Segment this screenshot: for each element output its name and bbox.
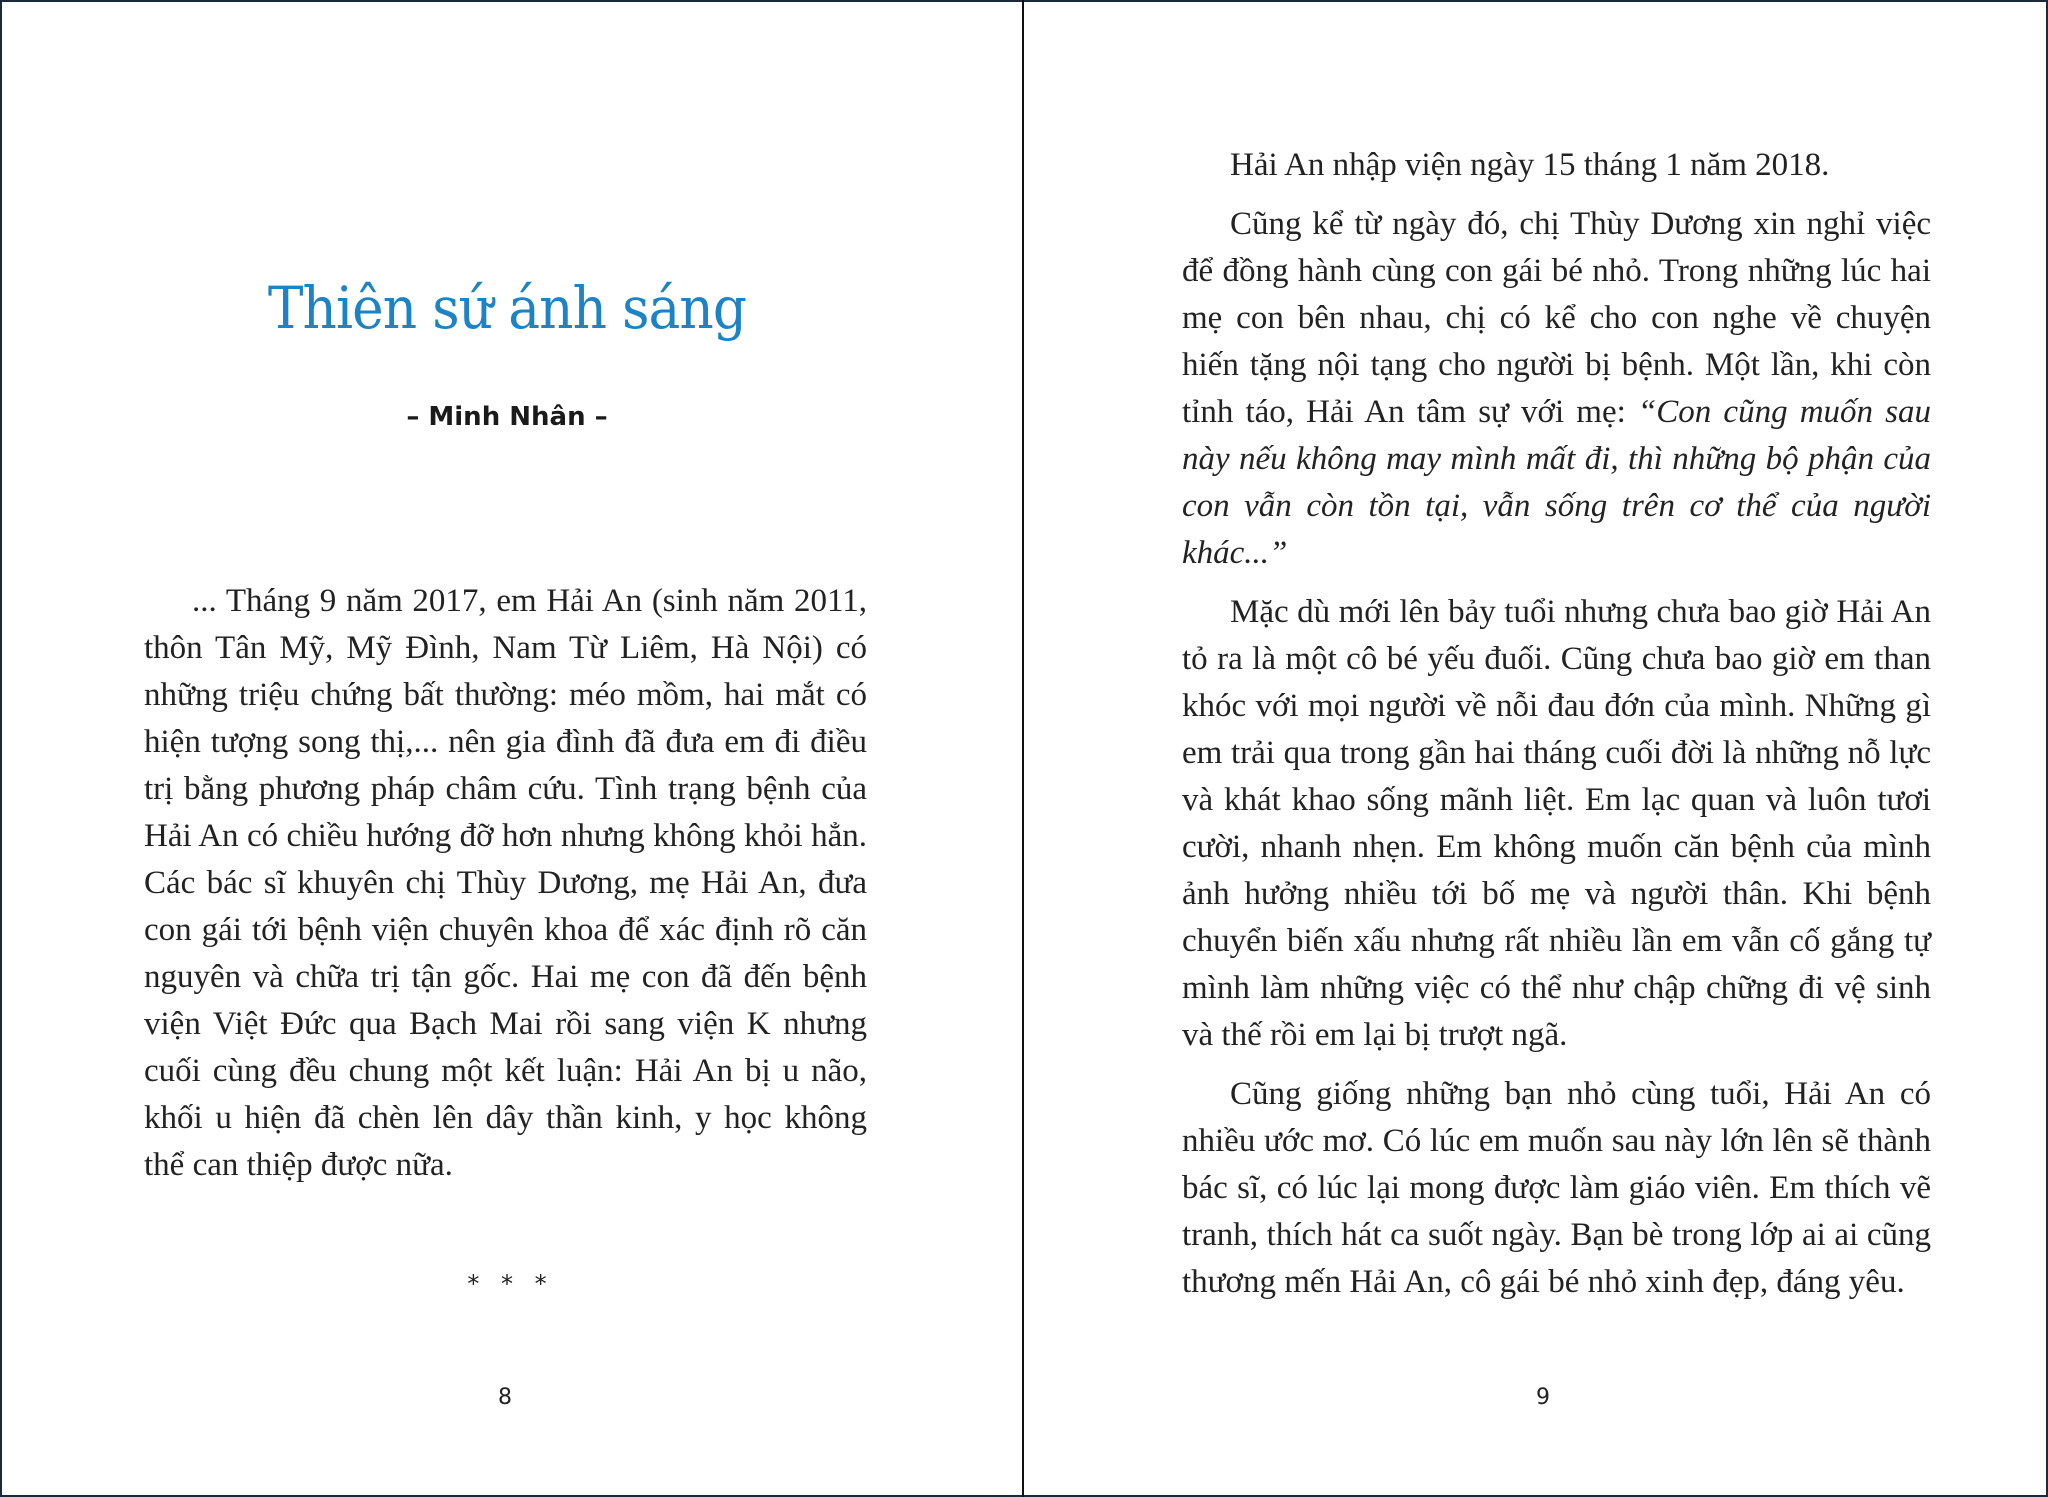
paragraph: ... Tháng 9 năm 2017, em Hải An (sinh năm 2011, thôn Tân Mỹ, Mỹ Đình, Nam Từ Liêm, Hà Nội) có những triệu chứng bất thường: méo mồm, hai mắt có hiện tượng song thị,... nên gia đình đã đưa em đi điều trị bằng phương pháp châm cứu. Tình trạng bệnh của Hải An có chiều hướng đỡ hơn nhưng không khỏi hẳn. Các bác sĩ khuyên chị Thùy Dương, mẹ Hải An, đưa con gái tới bệnh viện chuyên khoa để xác định rõ căn nguyên và chữa trị tận gốc. Hai mẹ con đã đến bệnh viện Việt Đức qua Bạch Mai rồi sang viện K nhưng cuối cùng đều chung một kết luận: Hải An bị u não, khối u hiện đã chèn lên dây thần kinh, y học không thể can thiệp được nữa. <box>144 583 867 1183</box>
page-number: 9 <box>1536 1385 1550 1410</box>
page-number: 8 <box>498 1385 512 1410</box>
paragraph-text: Cũng kể từ ngày đó, chị Thùy Dương xin nghỉ việc để đồng hành cùng con gái bé nhỏ. Trong những lúc hai mẹ con bên nhau, chị có kể cho con nghe về chuyện hiến tặng nội tạng cho người bị bệnh. Một lần, khi còn tỉnh táo, Hải An tâm sự với mẹ: <box>1182 206 1931 430</box>
spine-divider <box>1022 0 1024 1497</box>
quote-text: “Con cũng muốn sau này nếu không may mình mất đi, thì những bộ phận của con vẫn còn tồn tại, vẫn sống trên cơ thể của người khác...” <box>1182 394 1931 571</box>
left-page <box>2 2 1024 1495</box>
paragraph: Mặc dù mới lên bảy tuổi nhưng chưa bao giờ Hải An tỏ ra là một cô bé yếu đuối. Cũng chưa bao giờ em than khóc với mọi người về nỗi đau đớn của mình. Những gì em trải qua trong gần hai tháng cuối đời là những nỗ lực và khát khao sống mãnh liệt. Em lạc quan và luôn tươi cười, nhanh nhẹn. Em không muốn căn bệnh của mình ảnh hưởng nhiều tới bố mẹ và người thân. Khi bệnh chuyển biến xấu nhưng rất nhiều lần em vẫn cố gắng tự mình làm những việc có thể như chập chững đi vệ sinh và thế rồi em lại bị trượt ngã. <box>1182 594 1931 1053</box>
author-name: – Minh Nhân – <box>406 402 608 432</box>
paragraph <box>1182 201 1931 577</box>
paragraph: Hải An nhập viện ngày 15 tháng 1 năm 2018. <box>1230 147 1830 183</box>
paragraph: Cũng giống những bạn nhỏ cùng tuổi, Hải An có nhiều ước mơ. Có lúc em muốn sau này lớn lên sẽ thành bác sĩ, có lúc lại mong được làm giáo viên. Em thích vẽ tranh, thích hát ca suốt ngày. Bạn bè trong lớp ai ai cũng thương mến Hải An, cô gái bé nhỏ xinh đẹp, đáng yêu. <box>1182 1076 1931 1300</box>
chapter-title: Thiên sứ ánh sáng <box>267 274 747 342</box>
right-page <box>1026 2 2046 1495</box>
body-text <box>1182 142 1931 1318</box>
body-text <box>144 578 867 1189</box>
section-separator: * * * <box>467 1270 547 1298</box>
